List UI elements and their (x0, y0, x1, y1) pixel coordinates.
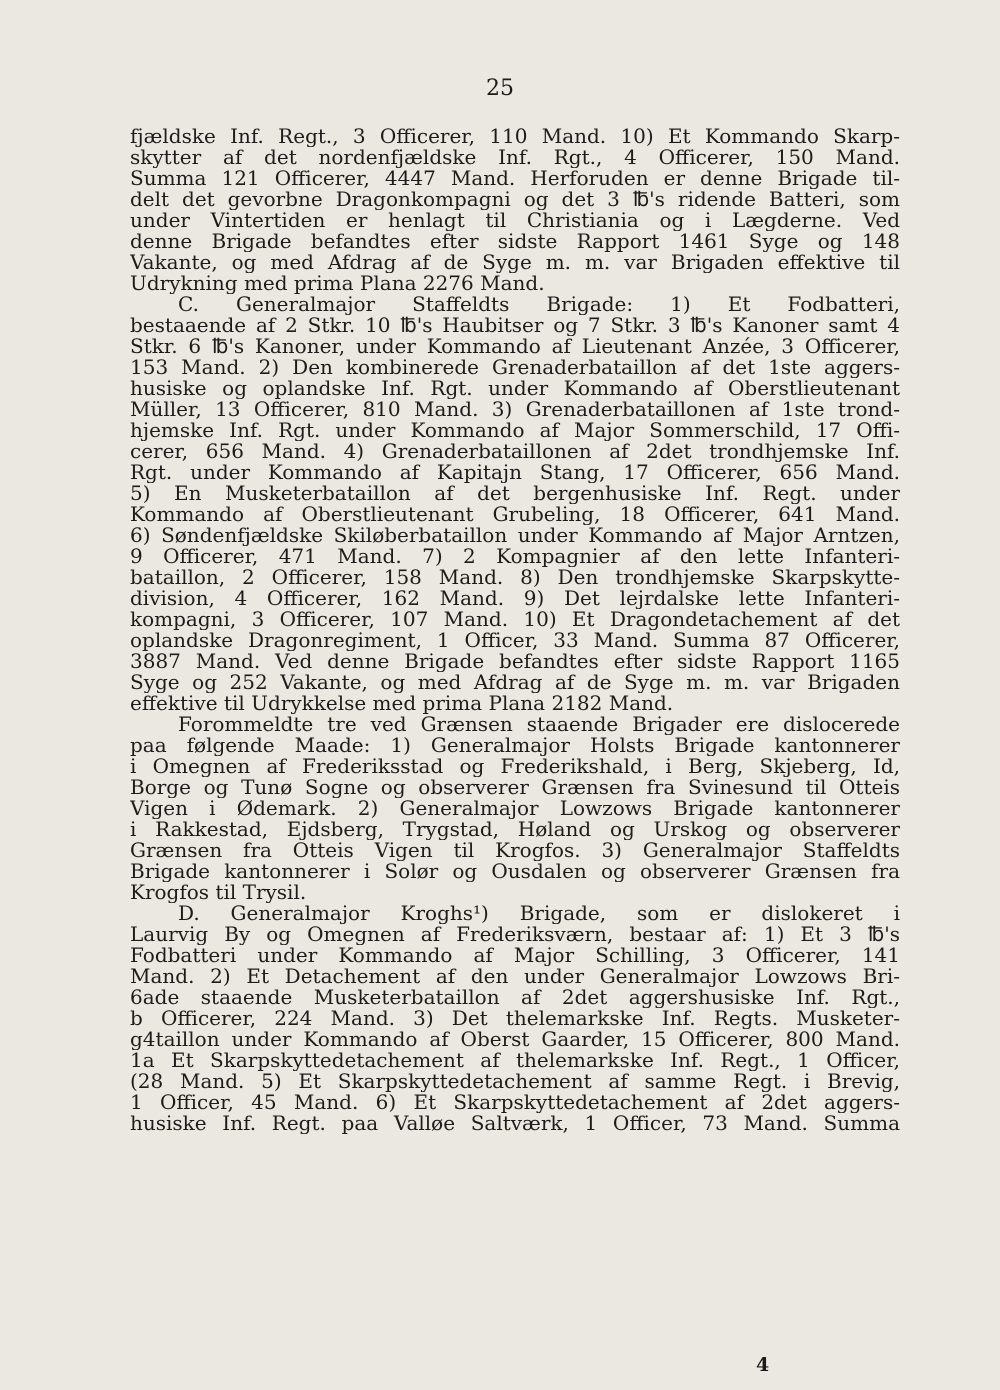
text-line: 5) En Musketerbataillon af det bergenhusiske Inf. Regt. under (130, 483, 900, 504)
text-line: husiske Inf. Regt. paa Valløe Saltværk, 1 Officer, 73 Mand. Summa (130, 1113, 900, 1134)
text-line: Rgt. under Kommando af Kapitajn Stang, 17 Officerer, 656 Mand. (130, 462, 900, 483)
text-line: i Omegnen af Frederiksstad og Frederikshald, i Berg, Skjeberg, Id, (130, 756, 900, 777)
body-text (130, 126, 900, 1134)
text-line: skytter af det nordenfjældske Inf. Rgt., 4 Officerer, 150 Mand. (130, 147, 900, 168)
text-line: 1 Officer, 45 Mand. 6) Et Skarpskyttedetachement af 2det aggers- (130, 1092, 900, 1113)
text-line: Summa 121 Officerer, 4447 Mand. Herforuden er denne Brigade til- (130, 168, 900, 189)
text-line: Mand. 2) Et Detachement af den under Generalmajor Lowzows Bri- (130, 966, 900, 987)
text-line: delt det gevorbne Dragonkompagni og det 3 ℔'s ridende Batteri, som (130, 189, 900, 210)
text-line: bataillon, 2 Officerer, 158 Mand. 8) Den trondhjemske Skarpskytte- (130, 567, 900, 588)
text-line: C. Generalmajor Staffeldts Brigade: 1) Et Fodbatteri, (178, 294, 900, 315)
text-line: hjemske Inf. Rgt. under Kommando af Major Sommerschild, 17 Offi- (130, 420, 900, 441)
text-line: Kommando af Oberstlieutenant Grubeling, 18 Officerer, 641 Mand. (130, 504, 900, 525)
text-line: Brigade kantonnerer i Solør og Ousdalen og observerer Grænsen fra (130, 861, 900, 882)
page-number: 25 (486, 76, 514, 101)
text-line: Syge og 252 Vakante, og med Afdrag af de Syge m. m. var Brigaden (130, 672, 900, 693)
text-line: husiske og oplandske Inf. Rgt. under Kommando af Oberstlieutenant (130, 378, 900, 399)
text-line: g4taillon under Kommando af Oberst Gaarder, 15 Officerer, 800 Mand. (130, 1029, 900, 1050)
text-line: Krogfos til Trysil. (130, 882, 307, 903)
signature-mark: 4 (756, 1354, 770, 1376)
text-line: Vigen i Ødemark. 2) Generalmajor Lowzows Brigade kantonnerer (130, 798, 900, 819)
text-line: paa følgende Maade: 1) Generalmajor Holsts Brigade kantonnerer (130, 735, 900, 756)
text-line: oplandske Dragonregiment, 1 Officer, 33 Mand. Summa 87 Officerer, (130, 630, 900, 651)
text-line: Laurvig By og Omegnen af Frederiksværn, bestaar af: 1) Et 3 ℔'s (130, 924, 900, 945)
text-line: effektive til Udrykkelse med prima Plana 2182 Mand. (130, 693, 674, 714)
text-line: bestaaende af 2 Stkr. 10 ℔'s Haubitser og 7 Stkr. 3 ℔'s Kanoner samt 4 (130, 315, 900, 336)
text-line: Vakante, og med Afdrag af de Syge m. m. var Brigaden effektive til (130, 252, 900, 273)
text-line: Forommeldte tre ved Grænsen staaende Brigader ere dislocerede (178, 714, 900, 735)
text-line: 1a Et Skarpskyttedetachement af thelemarkske Inf. Regt., 1 Officer, (130, 1050, 900, 1071)
text-line: 6) Søndenfjældske Skiløberbataillon under Kommando af Major Arntzen, (130, 525, 900, 546)
text-line: division, 4 Officerer, 162 Mand. 9) Det lejrdalske lette Infanteri- (130, 588, 900, 609)
text-line: Stkr. 6 ℔'s Kanoner, under Kommando af Lieutenant Anzée, 3 Officerer, (130, 336, 900, 357)
text-line: Fodbatteri under Kommando af Major Schilling, 3 Officerer, 141 (130, 945, 900, 966)
text-line: (28 Mand. 5) Et Skarpskyttedetachement af samme Regt. i Brevig, (130, 1071, 900, 1092)
text-line: 3887 Mand. Ved denne Brigade befandtes efter sidste Rapport 1165 (130, 651, 900, 672)
text-line: i Rakkestad, Ejdsberg, Trygstad, Høland og Urskog og observerer (130, 819, 900, 840)
text-line: Grænsen fra Otteis Vigen til Krogfos. 3) Generalmajor Staffeldts (130, 840, 900, 861)
text-line: cerer, 656 Mand. 4) Grenaderbataillonen af 2det trondhjemske Inf. (130, 441, 900, 462)
text-line: 9 Officerer, 471 Mand. 7) 2 Kompagnier af den lette Infanteri- (130, 546, 900, 567)
text-line: denne Brigade befandtes efter sidste Rapport 1461 Syge og 148 (130, 231, 900, 252)
text-line: 6ade staaende Musketerbataillon af 2det aggershusiske Inf. Rgt., (130, 987, 900, 1008)
text-line: D. Generalmajor Kroghs¹) Brigade, som er dislokeret i (178, 903, 900, 924)
text-line: fjældske Inf. Regt., 3 Officerer, 110 Mand. 10) Et Kommando Skarp- (130, 126, 900, 147)
text-line: Udrykning med prima Plana 2276 Mand. (130, 273, 545, 294)
text-line: Borge og Tunø Sogne og observerer Grænsen fra Svinesund til Otteis (130, 777, 900, 798)
text-line: b Officerer, 224 Mand. 3) Det thelemarkske Inf. Regts. Musketer- (130, 1008, 900, 1029)
text-line: 153 Mand. 2) Den kombinerede Grenaderbataillon af det 1ste aggers- (130, 357, 900, 378)
text-line: kompagni, 3 Officerer, 107 Mand. 10) Et Dragondetachement af det (130, 609, 900, 630)
text-line: under Vintertiden er henlagt til Christiania og i Lægderne. Ved (130, 210, 900, 231)
text-line: Müller, 13 Officerer, 810 Mand. 3) Grenaderbataillonen af 1ste trond- (130, 399, 900, 420)
